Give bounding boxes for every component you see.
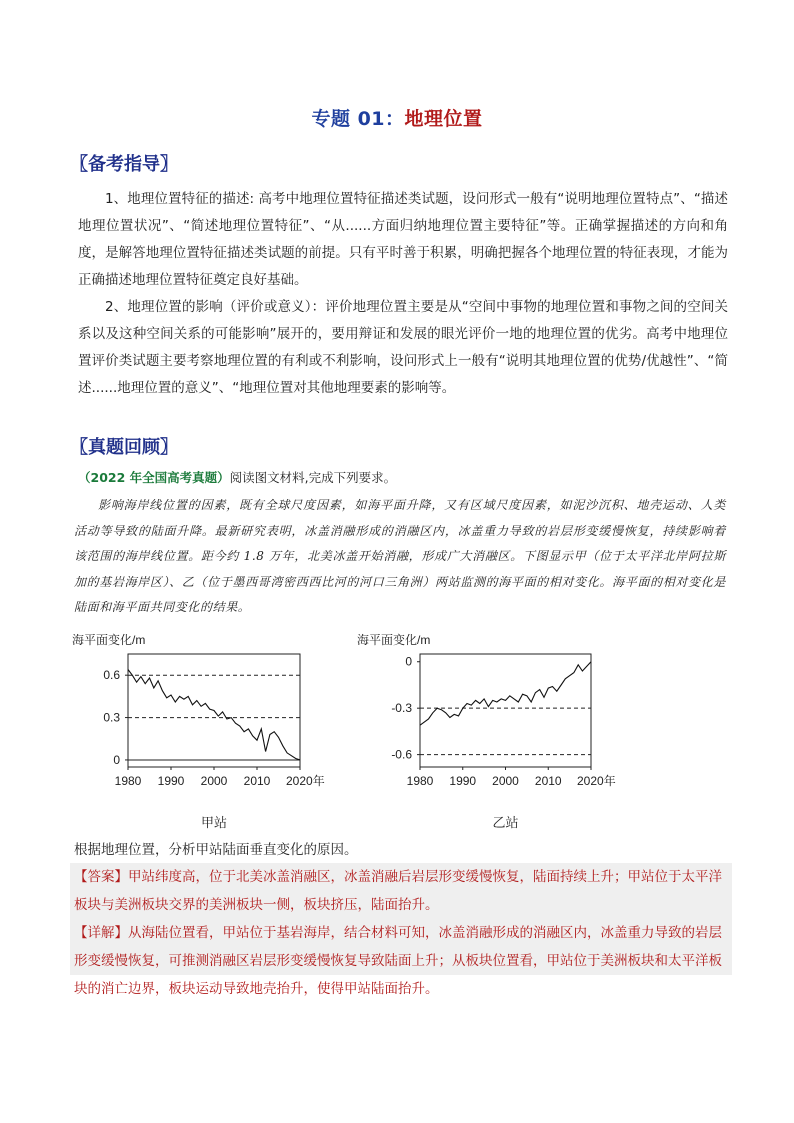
answer-box (70, 863, 732, 997)
chart-jia-svg (70, 630, 350, 835)
question-source-line (78, 468, 396, 486)
y-axis-label: 海平面变化/m (72, 633, 146, 647)
station-caption: 乙站 (492, 815, 519, 830)
y-tick-label: 0.3 (103, 710, 120, 725)
answer-block (74, 863, 728, 919)
detail-text: 从海陆位置看，甲站位于基岩海岸，结合材料可知，冰盖消融形成的消融区内，冰盖重力导致的岩层形变缓慢恢复，可推测消融区岩层形变缓慢恢复导致陆面上升；从板块位置看，甲站位于美洲板块和太平洋板块的消亡边界，板块运动导致地壳抬升，使得甲站陆面抬升。 (74, 925, 722, 997)
y-tick-label: -0.3 (391, 701, 412, 716)
x-tick-label: 1980 (114, 774, 142, 788)
answer-text: 甲站纬度高，位于北美冰盖消融区，冰盖消融后岩层形变缓慢恢复，陆面持续上升；甲站位于太平洋板块与美洲板块交界的美洲板块一侧，板块挤压，陆面抬升。 (74, 869, 722, 913)
y-tick-label: 0 (113, 752, 120, 767)
detail-block (74, 919, 728, 1003)
x-tick-label: 2010 (243, 774, 271, 788)
x-tick-label: 2000 (492, 774, 519, 788)
reading-material: 影响海岸线位置的因素，既有全球尺度因素，如海平面升降，又有区域尺度因素，如泥沙沉积、地壳运动、人类活动等导致的陆面升降。最新研究表明，冰盖消融形成的消融区内，冰盖重力导致的岩层形变缓慢恢复，持续影响着该范围的海岸线位置。距今约 1.8 万年，北美冰盖开始消融，形成广大消融区。下图显示甲（位于太平洋北岸阿拉斯加的基岩海岸区）、乙（位于墨西哥湾密西西比河的河口三角洲）两站监测的海平面的相对变化。海平面的相对变化是陆面和海平面共同变化的结果。 (74, 498, 726, 614)
x-tick-label: 2020年 (577, 774, 616, 788)
station-caption: 甲站 (200, 815, 228, 830)
y-tick-label: 0.6 (103, 668, 120, 683)
x-tick-label: 2010 (534, 774, 562, 788)
y-tick-label: -0.6 (391, 747, 412, 762)
chart-yi-svg (355, 630, 640, 835)
question-text: 根据地理位置，分析甲站陆面垂直变化的原因。 (74, 842, 358, 858)
section-heading-guide: 〖备考指导〗 (70, 154, 178, 175)
series-line (420, 662, 591, 726)
chart-station-jia (70, 630, 350, 839)
x-tick-label: 2020年 (286, 774, 325, 788)
chart-station-yi (355, 630, 640, 839)
x-tick-label: 1990 (449, 774, 477, 788)
y-axis-label: 海平面变化/m (357, 633, 431, 647)
plot-frame (420, 654, 591, 767)
x-tick-label: 2000 (200, 774, 228, 788)
answer-label: 【答案】 (74, 869, 128, 885)
y-tick-label: 0 (405, 654, 412, 669)
question-source-tag: （2022 年全国高考真题） (78, 470, 230, 485)
guide-paragraph-1: 1、地理位置特征的描述: 高考中地理位置特征描述类试题，设问形式一般有“说明地理位置特点”、“描述地理位置状况”、“简述地理位置特征”、“从......方面归纳地理位置主要特征”等。正确掌握描述的方向和角度，是解答地理位置特征描述类试题的前提。只有平时善于积累，明确把握各个地理位置的特征表现，才能为正确描述地理位置特征奠定良好基础。 (78, 191, 728, 288)
series-line (128, 670, 300, 760)
x-tick-label: 1980 (406, 774, 434, 788)
question-instruction: 阅读图文材料,完成下列要求。 (229, 470, 397, 485)
page-title (0, 104, 794, 131)
x-tick-label: 1990 (157, 774, 185, 788)
guide-paragraph-2: 2、地理位置的影响（评价或意义）：评价地理位置主要是从“空间中事物的地理位置和事物之间的空间关系以及这种空间关系的可能影响”展开的，要用辩证和发展的眼光评价一地的地理位置的优劣。高考中地理位置评价类试题主要考察地理位置的有利或不利影响，设问形式上一般有“说明其地理位置的优势/优越性”、“简述......地理位置的意义”、“地理位置对其他地理要素的影响等。 (78, 299, 728, 396)
detail-label: 【详解】 (74, 925, 128, 941)
section-heading-review: 〖真题回顾〗 (70, 437, 178, 458)
title-main: 地理位置 (404, 108, 483, 130)
title-prefix: 专题 01： (311, 108, 405, 130)
